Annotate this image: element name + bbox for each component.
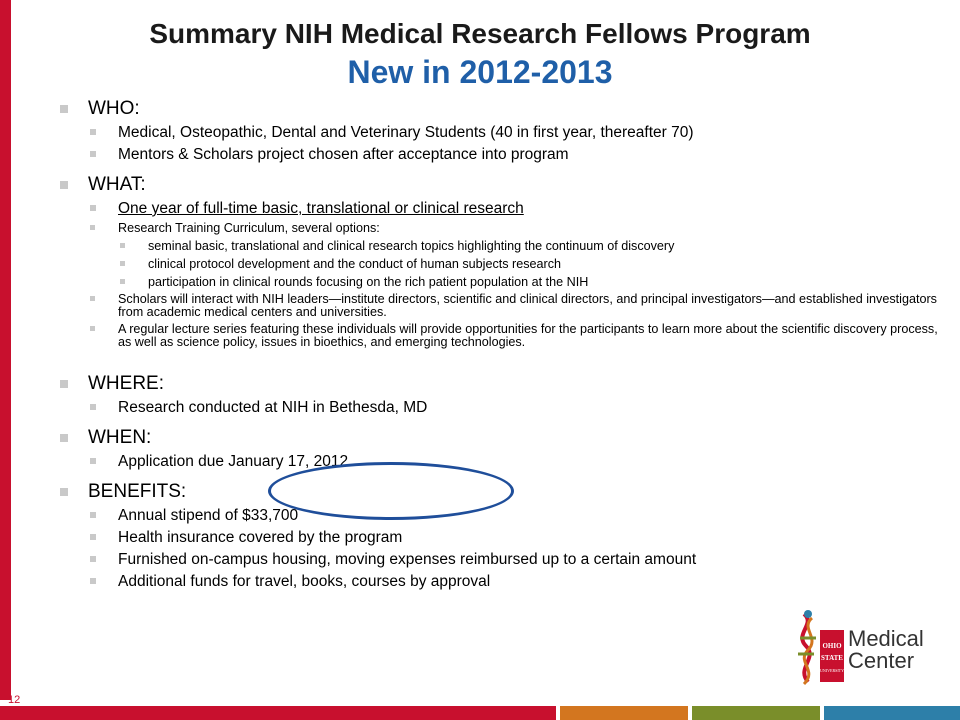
square-bullet-icon <box>120 261 125 266</box>
square-bullet-icon <box>90 556 96 562</box>
svg-text:OHIO: OHIO <box>822 642 842 650</box>
footer-bar-orange <box>560 706 688 720</box>
square-bullet-icon <box>60 380 68 388</box>
slide-content <box>60 92 940 594</box>
svg-text:UNIVERSITY: UNIVERSITY <box>820 668 844 673</box>
benefits-item: Furnished on-campus housing, moving expenses reimbursed up to a certain amount <box>60 550 940 569</box>
benefits-heading: BENEFITS: <box>60 481 940 503</box>
square-bullet-icon <box>90 534 96 540</box>
square-bullet-icon <box>90 129 96 135</box>
benefits-item: Health insurance covered by the program <box>60 528 940 547</box>
logo-line-center: Center <box>848 648 915 673</box>
square-bullet-icon <box>90 296 95 301</box>
where-heading: WHERE: <box>60 373 940 395</box>
what-item: One year of full-time basic, translational or clinical research <box>60 199 940 218</box>
square-bullet-icon <box>60 488 68 496</box>
slide-subtitle: New in 2012-2013 <box>347 54 613 90</box>
square-bullet-icon <box>90 326 95 331</box>
benefits-item: Annual stipend of $33,700 <box>60 506 940 525</box>
benefits-item: Additional funds for travel, books, courses by approval <box>60 572 940 591</box>
square-bullet-icon <box>60 181 68 189</box>
square-bullet-icon <box>90 512 96 518</box>
footer-bar-green <box>692 706 820 720</box>
what-item: A regular lecture series featuring these individuals will provide opportunities for the participants to learn more about the scientific discovery process, as well as science policy, issues in bioethics, and emerging technologies. <box>60 323 940 349</box>
when-heading: WHEN: <box>60 427 940 449</box>
logo-wordmark <box>848 628 924 672</box>
page-number: 12 <box>8 694 21 706</box>
where-item: Research conducted at NIH in Bethesda, MD <box>60 398 940 417</box>
spacer <box>60 353 940 367</box>
what-heading: WHAT: <box>60 174 940 196</box>
footer-bar-red <box>0 706 556 720</box>
slide-title: Summary NIH Medical Research Fellows Program <box>149 18 811 49</box>
square-bullet-icon <box>60 434 68 442</box>
square-bullet-icon <box>90 151 96 157</box>
left-accent-bar <box>0 0 11 700</box>
square-bullet-icon <box>90 458 96 464</box>
square-bullet-icon <box>120 279 125 284</box>
who-item: Mentors & Scholars project chosen after acceptance into program <box>60 145 940 164</box>
dna-dot <box>804 610 812 618</box>
curriculum-option: seminal basic, translational and clinical research topics highlighting the continuum of discovery <box>60 239 940 253</box>
svg-text:STATE: STATE <box>821 654 843 662</box>
what-item: Scholars will interact with NIH leaders—institute directors, scientific and clinical directors, and principal investigators—and established investigators from academic medical centers and universities. <box>60 293 940 319</box>
logo-line-medical: Medical <box>848 626 924 651</box>
square-bullet-icon <box>90 225 95 230</box>
who-item: Medical, Osteopathic, Dental and Veterinary Students (40 in first year, thereafter 70) <box>60 123 940 142</box>
highlight-circle <box>268 462 514 520</box>
when-item: Application due January 17, 2012 <box>60 452 940 471</box>
square-bullet-icon <box>90 205 96 211</box>
square-bullet-icon <box>120 243 125 248</box>
who-heading: WHO: <box>60 98 940 120</box>
what-item: Research Training Curriculum, several options: <box>60 222 940 235</box>
square-bullet-icon <box>90 404 96 410</box>
curriculum-option: participation in clinical rounds focusing on the rich patient population at the NIH <box>60 275 940 289</box>
square-bullet-icon <box>60 105 68 113</box>
square-bullet-icon <box>90 578 96 584</box>
curriculum-option: clinical protocol development and the conduct of human subjects research <box>60 257 940 271</box>
footer-bar-blue <box>824 706 960 720</box>
